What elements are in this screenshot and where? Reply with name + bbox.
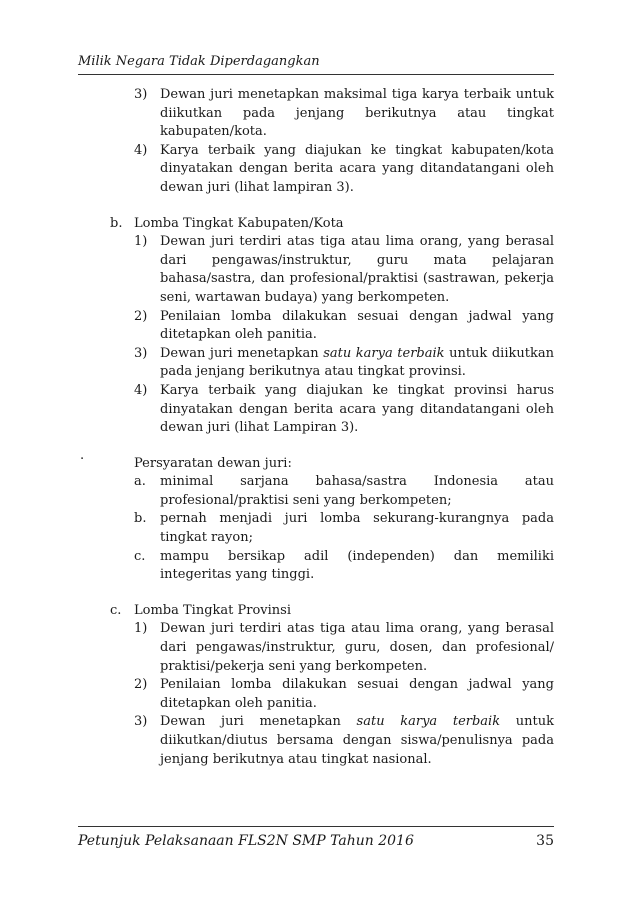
- item-number: 1): [134, 621, 148, 637]
- requirements-title: Persyaratan dewan juri:: [134, 455, 292, 471]
- item-text-post: untuk diikutkan pada jenjang berikutnya atau tingkat provinsi.: [160, 345, 554, 380]
- item-text: Karya terbaik yang diajukan ke tingkat provinsi harus dinyatakan dengan berita acara yang ditandatangani oleh dewan juri (lihat Lampiran 3).: [160, 382, 554, 436]
- footer-rule: [78, 826, 554, 827]
- item-number: 3): [134, 87, 148, 102]
- item-number: 4): [134, 382, 148, 398]
- list-item: [78, 233, 554, 307]
- running-header: Milik Negara Tidak Diperdagangkan: [78, 54, 320, 69]
- stray-mark: .: [80, 448, 85, 463]
- list-item: [78, 86, 554, 142]
- section-letter: c.: [110, 602, 122, 618]
- item-letter: a.: [134, 474, 146, 490]
- item-text-pre: Dewan juri menetapkan: [160, 714, 357, 730]
- item-text: Karya terbaik yang diajukan ke tingkat kabupaten/kota dinyatakan dengan berita acara yang ditandatangani oleh dewan juri (lihat lampiran 3).: [160, 142, 554, 195]
- item-number: 1): [134, 234, 148, 250]
- section-letter: b.: [110, 215, 123, 231]
- list-item: [78, 510, 554, 547]
- item-text-pre: Dewan juri menetapkan: [160, 345, 324, 361]
- item-text: [160, 345, 554, 382]
- page-body: [78, 86, 554, 769]
- list-item: [78, 548, 554, 585]
- item-number: 3): [134, 714, 148, 730]
- section-title: Lomba Tingkat Kabupaten/Kota: [134, 215, 344, 231]
- list-item: [78, 676, 554, 713]
- item-letter: c.: [134, 548, 146, 564]
- item-letter: b.: [134, 511, 147, 527]
- list-item: [78, 345, 554, 382]
- list-item: [78, 142, 554, 198]
- list-item: [78, 308, 554, 345]
- section-c-heading: [78, 602, 554, 621]
- section-title: Lomba Tingkat Provinsi: [134, 602, 291, 618]
- item-text-post: untuk diikutkan/diutus bersama dengan siswa/penulisnya pada jenjang berikutnya atau tingkat nasional.: [160, 714, 554, 767]
- item-text: Dewan juri terdiri atas tiga atau lima orang, yang berasal dari pengawas/instruktur, guru, dosen, dan profesional/ praktisi/pekerja seni yang berkompeten.: [160, 621, 554, 674]
- item-text-emphasis: satu karya terbaik: [323, 345, 445, 361]
- list-item: [78, 620, 554, 676]
- item-number: 4): [134, 142, 148, 158]
- item-text: minimal sarjana bahasa/sastra Indonesia atau profesional/praktisi seni yang berkompeten;: [160, 474, 554, 508]
- section-b-heading: [78, 215, 554, 234]
- item-number: 3): [134, 345, 148, 361]
- footer-title: Petunjuk Pelaksanaan FLS2N SMP Tahun 2016: [78, 833, 414, 849]
- item-text: [160, 713, 554, 769]
- item-text: Dewan juri terdiri atas tiga atau lima orang, yang berasal dari pengawas/instruktur, guru mata pelajaran bahasa/sastra, dan profesional/praktisi (sastrawan, pekerja seni, wartawan budaya) yang berkompeten.: [160, 234, 554, 305]
- running-footer: [78, 832, 554, 850]
- item-text: pernah menjadi juri lomba sekurang-kurangnya pada tingkat rayon;: [160, 511, 554, 546]
- item-number: 2): [134, 308, 148, 324]
- item-text: Penilaian lomba dilakukan sesuai dengan jadwal yang ditetapkan oleh panitia.: [160, 677, 554, 711]
- item-text: Penilaian lomba dilakukan sesuai dengan jadwal yang ditetapkan oleh panitia.: [160, 308, 554, 343]
- header-rule: [78, 74, 554, 75]
- item-number: 2): [134, 677, 148, 693]
- list-item: [78, 382, 554, 438]
- requirements-heading: [78, 455, 554, 474]
- list-item: [78, 713, 554, 769]
- item-text: mampu bersikap adil (independen) dan memiliki integeritas yang tinggi.: [160, 548, 554, 583]
- item-text: Dewan juri menetapkan maksimal tiga karya terbaik untuk diikutkan pada jenjang berikutnya atau tingkat kabupaten/kota.: [160, 87, 554, 140]
- page-number: 35: [536, 833, 554, 849]
- item-text-emphasis: satu karya terbaik: [356, 714, 501, 730]
- list-item: [78, 473, 554, 510]
